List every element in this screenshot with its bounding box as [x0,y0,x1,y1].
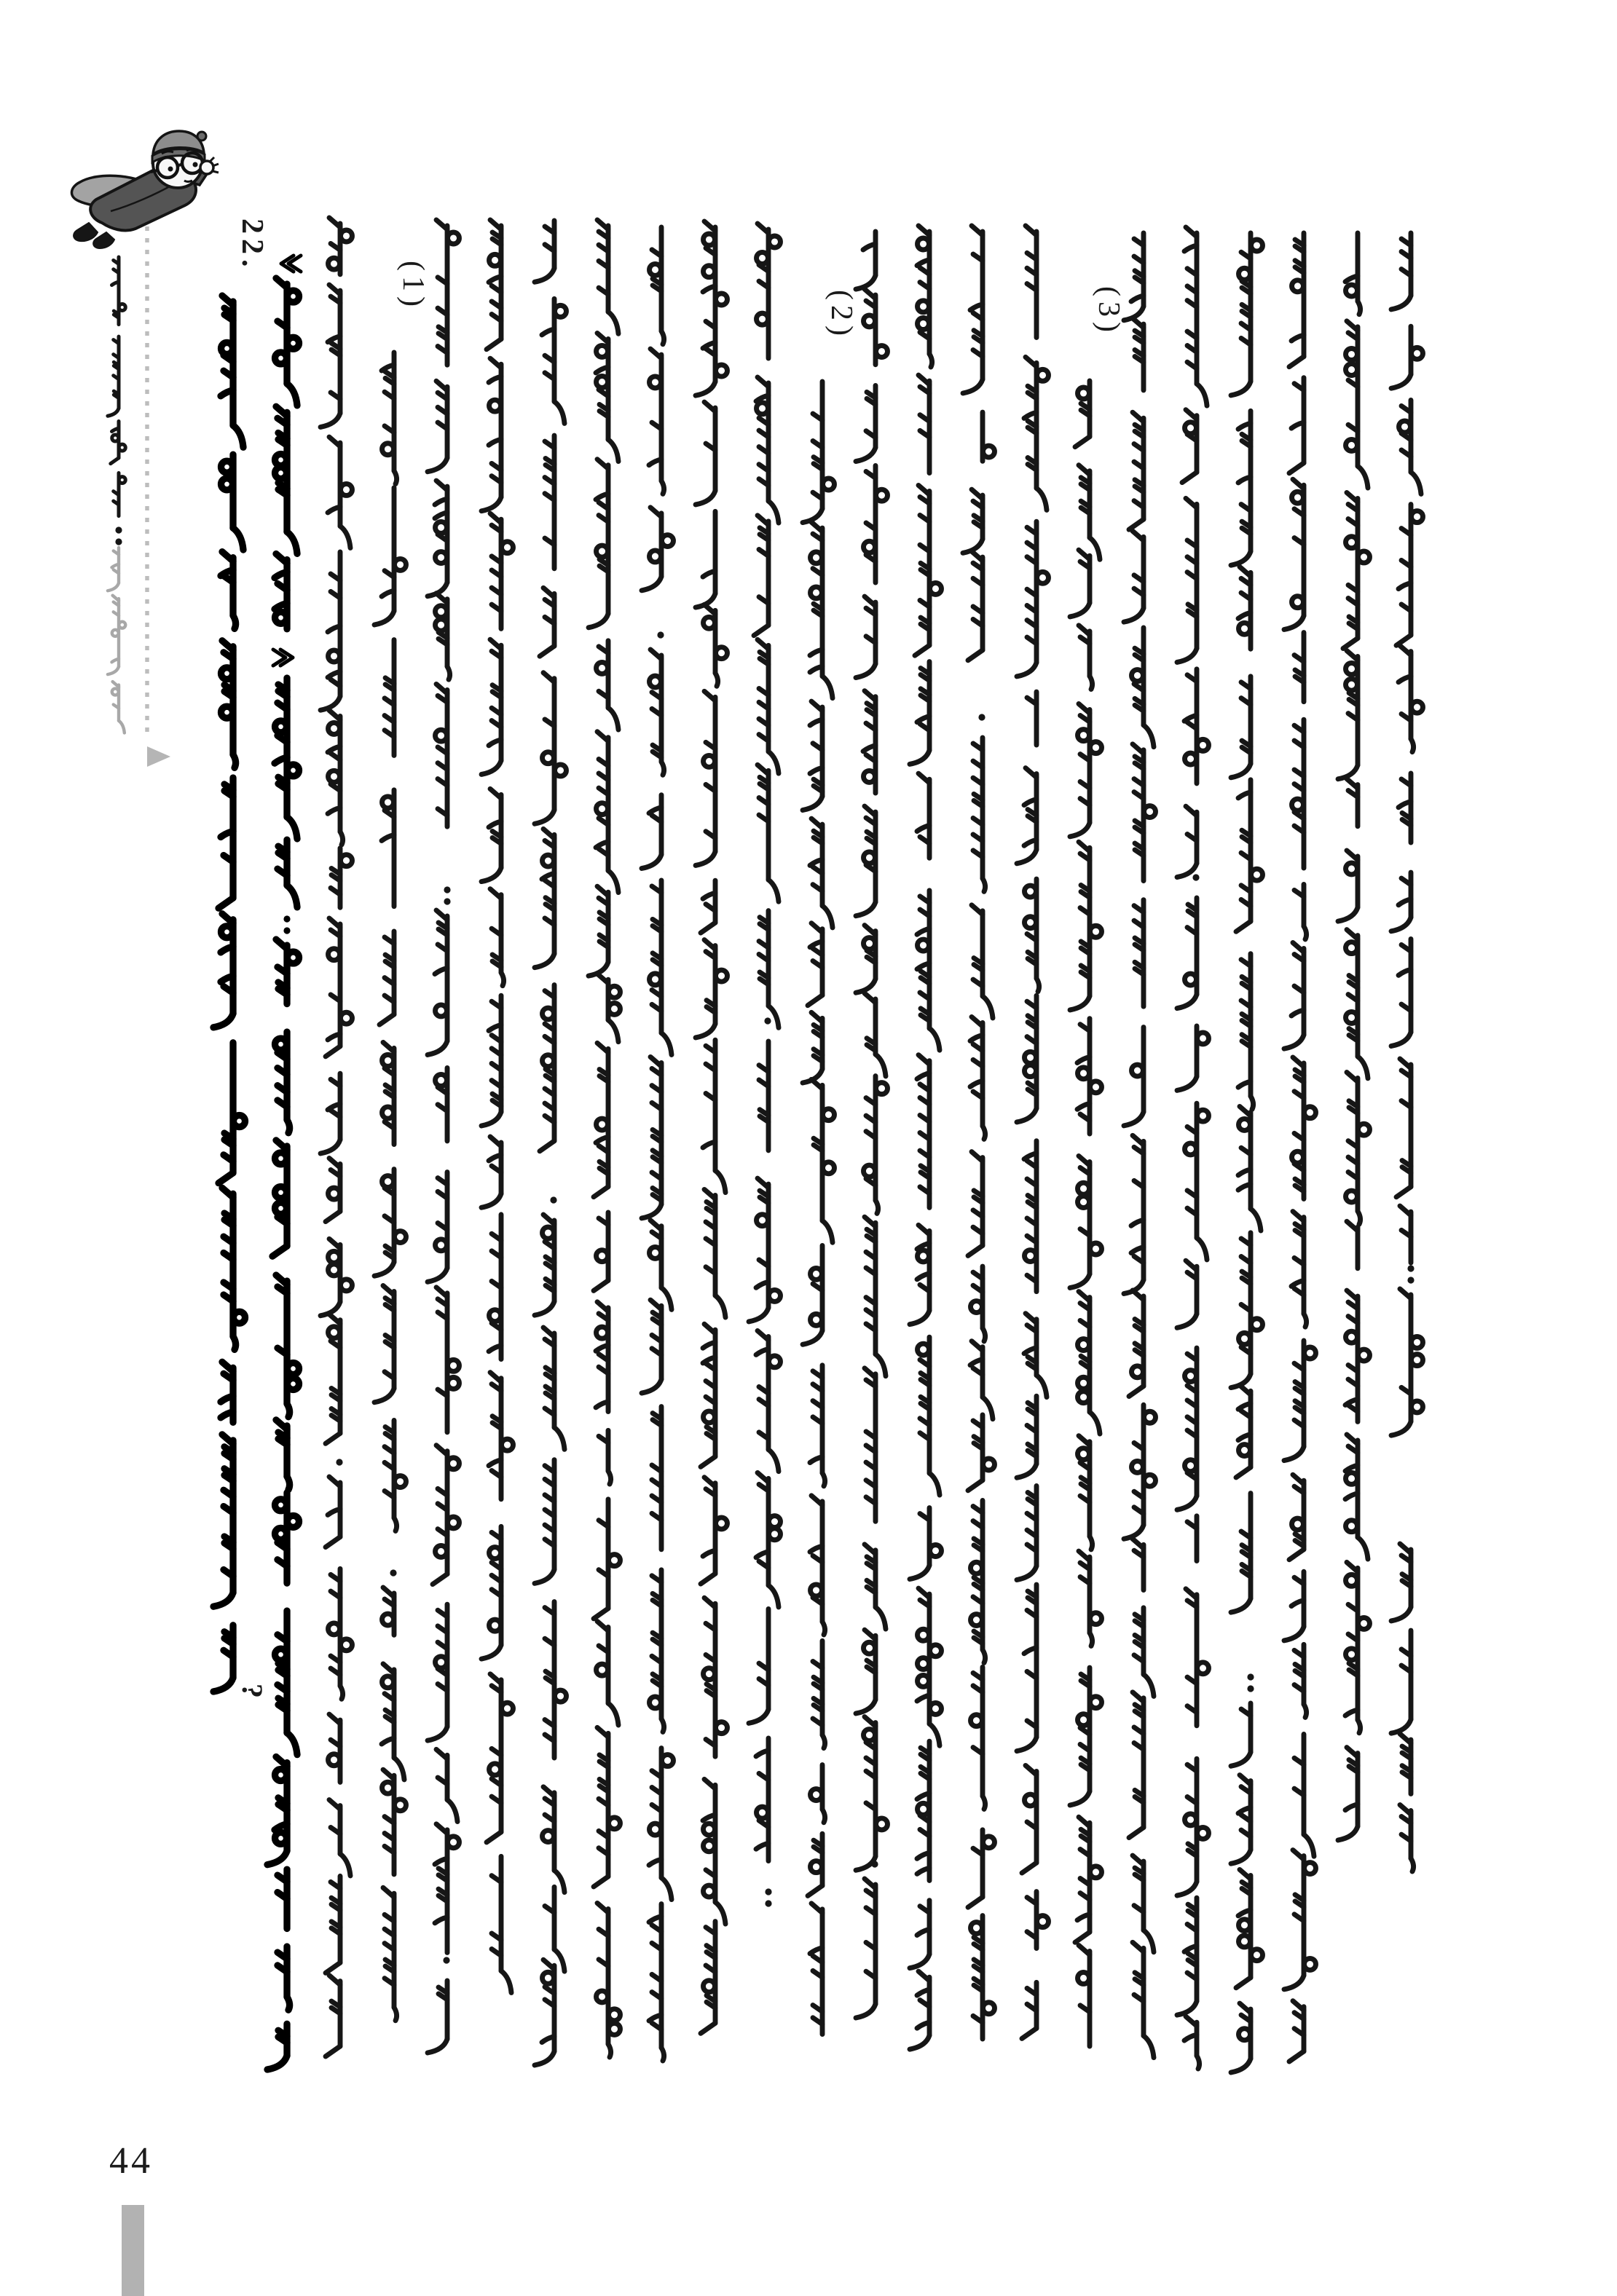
sub-question-2-label: (2) [825,290,858,341]
text-line-8 [642,227,674,2061]
sub-question-1-label: (1) [396,261,430,312]
text-line-18 [1177,227,1209,2069]
text-line-9 [696,221,728,2033]
footer-bar-decoration [122,2205,144,2296]
text-line-2 [320,218,353,2056]
text-line-4 [428,220,460,2053]
text-line-12 [856,232,888,2018]
section-header-black [108,257,125,516]
text-line-14 [963,226,995,2039]
text-line-11-labelled [803,290,858,2035]
sub-question-3-label: (3) [1092,286,1125,337]
page-number: 44 [109,2140,153,2182]
text-line-7 [589,220,621,2057]
mascot-mouth [184,181,192,182]
section-header [108,257,125,733]
text-line-22 [1391,233,1423,1871]
text-line-10 [749,224,781,1907]
text-line-15 [1017,226,1049,2038]
text-line-19 [1231,233,1263,2072]
text-line-20 [1284,233,1316,2062]
mascot-hand [200,161,213,174]
text-line-17 [1124,233,1156,2058]
question-22-number-label: 22. [235,218,269,272]
text-line-13 [910,226,942,2049]
text-line-5 [481,220,514,1992]
text-line-1 [267,256,301,2070]
text-line-6 [535,221,567,2065]
mascot-cap-knob [197,132,206,141]
text-line-3-labelled [374,261,430,2021]
mascot-boot [74,223,98,241]
text-line-16-labelled [1070,286,1125,2046]
mascot-flying-boy [71,131,219,248]
guide-arrow-icon [147,746,170,767]
text-line-21 [1338,233,1370,1840]
question-mark: ? [236,1684,269,1700]
text-line-0-labelled [213,218,269,1700]
section-header-gray [108,548,125,733]
